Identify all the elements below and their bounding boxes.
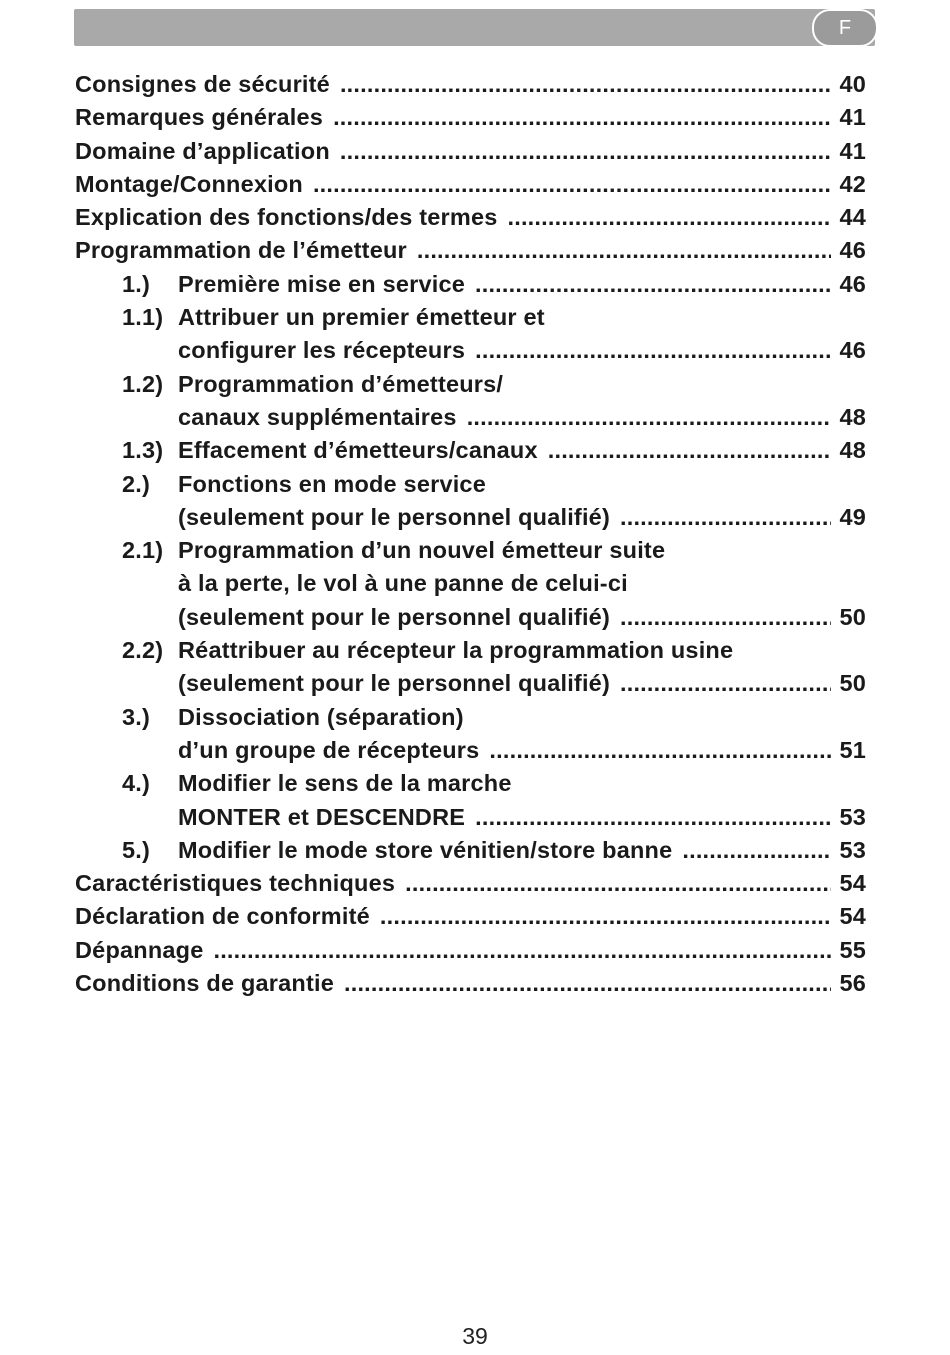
dot-leader — [467, 401, 832, 434]
toc-line — [75, 534, 866, 567]
toc-entry — [75, 468, 866, 535]
toc-entry-title: configurer les récepteurs — [178, 337, 466, 364]
page-number: 39 — [462, 1323, 488, 1349]
toc-entry-title: Modifier le mode store vénitien/store banne — [178, 836, 673, 863]
toc-entry — [75, 701, 866, 768]
toc-entry — [75, 900, 866, 933]
toc-entry — [75, 268, 866, 301]
toc-page-ref: 53 — [839, 836, 866, 863]
language-badge: F — [812, 9, 878, 47]
toc-entry-number: 1.3) — [122, 437, 164, 464]
toc-page-ref: 53 — [839, 803, 866, 830]
toc-line — [75, 301, 866, 334]
toc-page-ref: 56 — [839, 970, 866, 997]
toc-line — [75, 201, 866, 234]
toc-page-ref: 55 — [839, 936, 866, 963]
toc-line — [75, 334, 866, 367]
toc-page-ref: 46 — [839, 337, 866, 364]
toc-entry-number: 2.1) — [122, 537, 164, 564]
dot-leader — [475, 334, 831, 367]
toc-line — [75, 168, 866, 201]
toc-entry-title: Programmation d’émetteurs/ — [178, 370, 504, 397]
toc-entry-title: Consignes de sécurité — [75, 71, 330, 97]
toc-page-ref: 49 — [839, 503, 866, 530]
toc-entry-title: Remarques générales — [75, 104, 324, 131]
toc-page-ref: 54 — [839, 903, 866, 930]
toc-entry — [75, 135, 866, 168]
toc-entry — [75, 834, 866, 867]
toc-line — [75, 667, 866, 700]
toc-line — [75, 434, 866, 467]
toc-entry-title: (seulement pour le personnel qualifié) — [178, 503, 610, 530]
toc-page-ref: 50 — [839, 603, 866, 630]
toc-entry-title: Modifier le sens de la marche — [178, 770, 512, 797]
toc-entry — [75, 967, 866, 1000]
dot-leader — [340, 68, 832, 101]
dot-leader — [489, 734, 831, 767]
toc-line — [75, 101, 866, 134]
toc-line — [75, 468, 866, 501]
toc-page-ref: 46 — [839, 237, 866, 264]
toc-entry-title: Programmation de l’émetteur — [75, 237, 407, 264]
dot-leader — [475, 268, 831, 301]
dot-leader — [344, 967, 831, 1000]
toc-entry-title: MONTER et DESCENDRE — [178, 803, 466, 830]
toc-entry-number: 3.) — [122, 703, 151, 730]
toc-line — [75, 68, 866, 101]
toc-line — [75, 967, 866, 1000]
toc-line — [75, 567, 866, 600]
dot-leader — [313, 168, 832, 201]
toc-entry — [75, 68, 866, 101]
toc-entry-title: à la perte, le vol à une panne de celui-ci — [178, 570, 628, 597]
dot-leader — [333, 101, 831, 134]
dot-leader — [380, 900, 832, 933]
toc-line — [75, 501, 866, 534]
toc-page-ref: 46 — [839, 270, 866, 297]
toc-line — [75, 834, 866, 867]
toc-entry — [75, 867, 866, 900]
toc-entry — [75, 934, 866, 967]
toc-page-ref: 41 — [839, 137, 866, 164]
toc-entry — [75, 434, 866, 467]
toc-line — [75, 867, 866, 900]
toc-entry-title: Attribuer un premier émetteur et — [178, 304, 545, 331]
toc-page-ref: 40 — [839, 71, 866, 97]
toc-entry-title: Réattribuer au récepteur la programmation usine — [178, 637, 734, 664]
toc-entry-title: Effacement d’émetteurs/canaux — [178, 437, 538, 464]
toc-page-ref: 54 — [839, 870, 866, 897]
dot-leader — [682, 834, 831, 867]
toc-line — [75, 135, 866, 168]
dot-leader — [405, 867, 831, 900]
dot-leader — [620, 601, 831, 634]
toc-entry — [75, 368, 866, 435]
toc-entry — [75, 201, 866, 234]
toc-entry-number: 1.) — [122, 270, 151, 297]
toc-line — [75, 368, 866, 401]
toc-page-ref: 51 — [839, 736, 866, 763]
dot-leader — [548, 434, 832, 467]
toc-entry-number: 2.) — [122, 470, 151, 497]
toc-page-ref: 50 — [839, 670, 866, 697]
toc-entry-title: Première mise en service — [178, 270, 465, 297]
toc-line — [75, 767, 866, 800]
toc-entry-title: canaux supplémentaires — [178, 403, 457, 430]
toc-entry-title: Programmation d’un nouvel émetteur suite — [178, 537, 666, 564]
toc-line — [75, 934, 866, 967]
toc-entry — [75, 634, 866, 701]
toc-page-ref: 48 — [839, 403, 866, 430]
toc-entry-title: (seulement pour le personnel qualifié) — [178, 603, 610, 630]
toc-entry-title: Fonctions en mode service — [178, 470, 486, 497]
toc-entry-title: Conditions de garantie — [75, 970, 334, 997]
toc-line — [75, 268, 866, 301]
dot-leader — [507, 201, 831, 234]
toc-page-ref: 42 — [839, 170, 866, 197]
toc-line — [75, 634, 866, 667]
toc-entry — [75, 534, 866, 634]
toc-entry-title: (seulement pour le personnel qualifié) — [178, 670, 610, 697]
toc-entry-title: Déclaration de conformité — [75, 903, 370, 930]
toc-entry — [75, 234, 866, 267]
toc-line — [75, 801, 866, 834]
toc-line — [75, 900, 866, 933]
toc-entry — [75, 101, 866, 134]
dot-leader — [620, 501, 831, 534]
toc-entry-number: 2.2) — [122, 637, 164, 664]
toc-entry-number: 1.1) — [122, 304, 164, 331]
header-bar — [74, 9, 875, 46]
table-of-contents — [75, 68, 866, 1000]
toc-entry-number: 5.) — [122, 836, 151, 863]
dot-leader — [417, 234, 832, 267]
toc-entry — [75, 767, 866, 834]
toc-line — [75, 401, 866, 434]
toc-entry-title: d’un groupe de récepteurs — [178, 736, 480, 763]
toc-line — [75, 601, 866, 634]
dot-leader — [213, 934, 831, 967]
toc-line — [75, 234, 866, 267]
toc-entry — [75, 301, 866, 368]
toc-entry-title: Caractéristiques techniques — [75, 870, 396, 897]
toc-line — [75, 701, 866, 734]
toc-entry-title: Dissociation (séparation) — [178, 703, 464, 730]
toc-entry-number: 1.2) — [122, 370, 164, 397]
toc-entry-title: Montage/Connexion — [75, 170, 303, 197]
toc-entry — [75, 168, 866, 201]
toc-entry-title: Dépannage — [75, 936, 204, 963]
toc-page-ref: 44 — [839, 204, 866, 231]
dot-leader — [475, 801, 831, 834]
dot-leader — [340, 135, 832, 168]
toc-line — [75, 734, 866, 767]
dot-leader — [620, 667, 831, 700]
toc-entry-title: Explication des fonctions/des termes — [75, 204, 498, 231]
toc-page-ref: 41 — [839, 104, 866, 131]
toc-page-ref: 48 — [839, 437, 866, 464]
toc-entry-number: 4.) — [122, 770, 151, 797]
toc-entry-title: Domaine d’application — [75, 137, 330, 164]
